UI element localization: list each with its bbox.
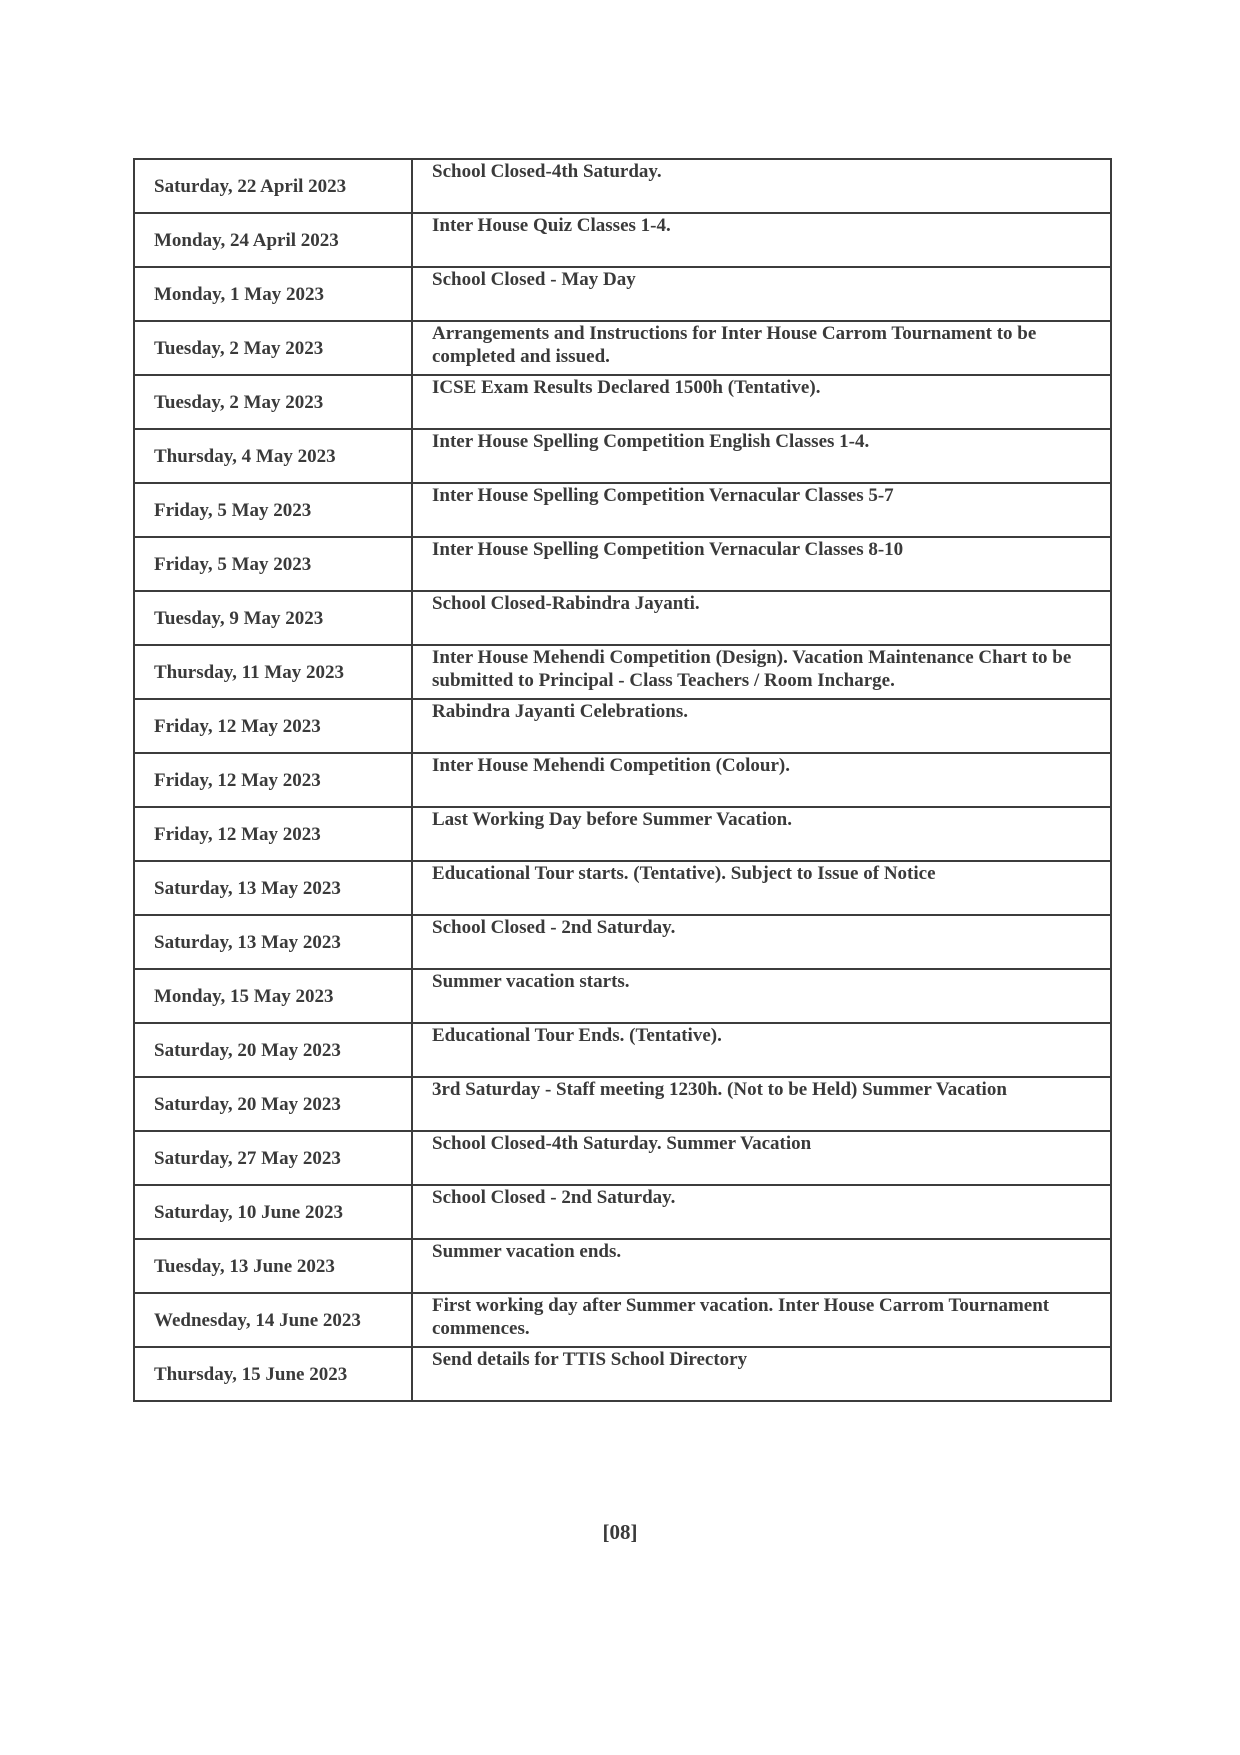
event-cell: School Closed-4th Saturday. [412,159,1111,213]
event-cell: School Closed - 2nd Saturday. [412,1185,1111,1239]
date-cell: Friday, 5 May 2023 [134,483,412,537]
date-cell: Saturday, 13 May 2023 [134,861,412,915]
event-cell: Rabindra Jayanti Celebrations. [412,699,1111,753]
calendar-row [134,1239,1111,1293]
calendar-row [134,1023,1111,1077]
calendar-row [134,1077,1111,1131]
calendar-row [134,645,1111,699]
event-cell: Inter House Mehendi Competition (Colour). [412,753,1111,807]
date-cell: Monday, 1 May 2023 [134,267,412,321]
calendar-row [134,699,1111,753]
calendar-row [134,753,1111,807]
date-cell: Monday, 15 May 2023 [134,969,412,1023]
date-cell: Saturday, 22 April 2023 [134,159,412,213]
calendar-row [134,321,1111,375]
event-cell: School Closed - 2nd Saturday. [412,915,1111,969]
date-cell: Wednesday, 14 June 2023 [134,1293,412,1347]
date-cell: Friday, 12 May 2023 [134,753,412,807]
date-cell: Tuesday, 2 May 2023 [134,321,412,375]
event-cell: First working day after Summer vacation. Inter House Carrom Tournament commences. [412,1293,1111,1347]
calendar-row [134,483,1111,537]
event-cell: Inter House Spelling Competition English Classes 1-4. [412,429,1111,483]
calendar-row [134,267,1111,321]
calendar-row [134,213,1111,267]
event-cell: Inter House Spelling Competition Vernacular Classes 5-7 [412,483,1111,537]
date-cell: Saturday, 20 May 2023 [134,1077,412,1131]
date-cell: Tuesday, 9 May 2023 [134,591,412,645]
calendar-row [134,1293,1111,1347]
date-cell: Thursday, 15 June 2023 [134,1347,412,1401]
date-cell: Saturday, 10 June 2023 [134,1185,412,1239]
date-cell: Tuesday, 2 May 2023 [134,375,412,429]
event-cell: Summer vacation starts. [412,969,1111,1023]
calendar-row [134,915,1111,969]
date-cell: Friday, 12 May 2023 [134,807,412,861]
event-cell: School Closed-Rabindra Jayanti. [412,591,1111,645]
calendar-row [134,591,1111,645]
calendar-row [134,807,1111,861]
calendar-row [134,429,1111,483]
date-cell: Saturday, 13 May 2023 [134,915,412,969]
event-cell: Inter House Spelling Competition Vernacular Classes 8-10 [412,537,1111,591]
event-cell: Last Working Day before Summer Vacation. [412,807,1111,861]
calendar-row [134,861,1111,915]
calendar-row [134,969,1111,1023]
calendar-row [134,159,1111,213]
calendar-row [134,1185,1111,1239]
calendar-table [133,158,1112,1402]
date-cell: Saturday, 27 May 2023 [134,1131,412,1185]
calendar-row [134,537,1111,591]
date-cell: Friday, 12 May 2023 [134,699,412,753]
date-cell: Friday, 5 May 2023 [134,537,412,591]
date-cell: Tuesday, 13 June 2023 [134,1239,412,1293]
calendar-row [134,1131,1111,1185]
date-cell: Saturday, 20 May 2023 [134,1023,412,1077]
event-cell: Educational Tour starts. (Tentative). Subject to Issue of Notice [412,861,1111,915]
event-cell: School Closed - May Day [412,267,1111,321]
event-cell: Inter House Quiz Classes 1-4. [412,213,1111,267]
event-cell: Summer vacation ends. [412,1239,1111,1293]
event-cell: ICSE Exam Results Declared 1500h (Tentative). [412,375,1111,429]
event-cell: Inter House Mehendi Competition (Design). Vacation Maintenance Chart to be submitted to Principal - Class Teachers / Room Incharge. [412,645,1111,699]
event-cell: Educational Tour Ends. (Tentative). [412,1023,1111,1077]
event-cell: Arrangements and Instructions for Inter House Carrom Tournament to be completed and issued. [412,321,1111,375]
date-cell: Monday, 24 April 2023 [134,213,412,267]
date-cell: Thursday, 11 May 2023 [134,645,412,699]
calendar-row [134,375,1111,429]
event-cell: School Closed-4th Saturday. Summer Vacation [412,1131,1111,1185]
calendar-body [134,159,1111,1401]
calendar-row [134,1347,1111,1401]
event-cell: Send details for TTIS School Directory [412,1347,1111,1401]
page-number: [08] [602,1520,638,1544]
event-cell: 3rd Saturday - Staff meeting 1230h. (Not to be Held) Summer Vacation [412,1077,1111,1131]
date-cell: Thursday, 4 May 2023 [134,429,412,483]
